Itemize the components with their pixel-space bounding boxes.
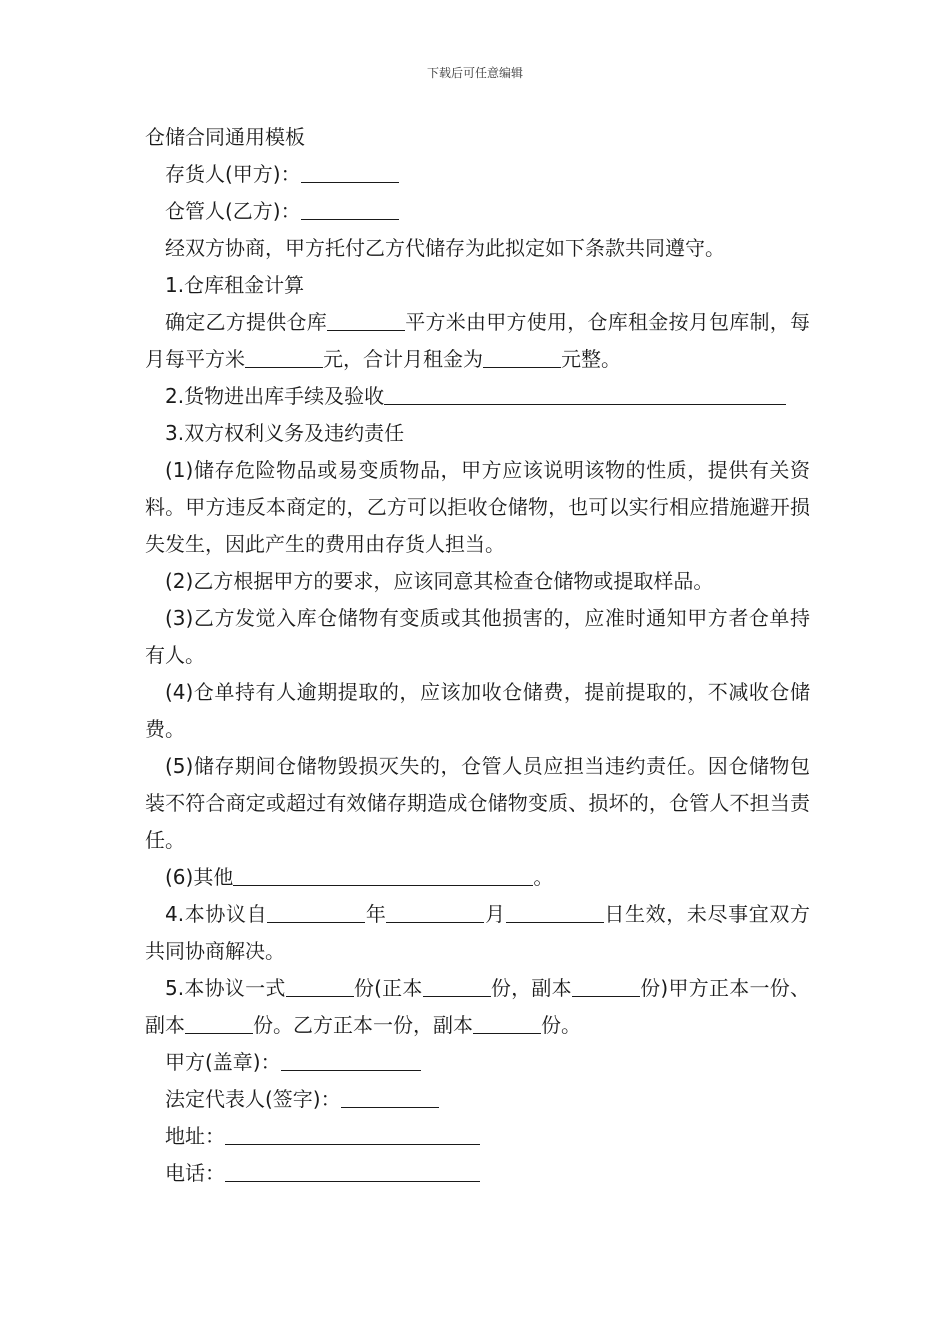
party-a-blank[interactable] bbox=[301, 162, 399, 183]
section-4: 4.本协议自 年 月 日生效，未尽事宜双方共同协商解决。 bbox=[145, 902, 811, 963]
originals-blank[interactable] bbox=[423, 976, 491, 997]
section-3-title: 3.双方权利义务及违约责任 bbox=[165, 421, 405, 445]
address-blank[interactable] bbox=[225, 1124, 480, 1145]
seal-line: 甲方(盖章)： bbox=[145, 1044, 810, 1081]
item-6: (6)其他 。 bbox=[165, 865, 554, 889]
section-1-body: 确定乙方提供仓库 平方米由甲方使用，仓库租金按月包库制，每月每平方米 元，合计月租金为 元整。 bbox=[145, 310, 810, 371]
area-blank[interactable] bbox=[327, 310, 405, 331]
monthly-rent-blank[interactable] bbox=[483, 347, 561, 368]
party-b-line: 仓管人(乙方)： bbox=[145, 193, 810, 230]
doc-title: 仓储合同通用模板 bbox=[145, 125, 305, 149]
item-4: (4)仓单持有人逾期提取的，应该加收仓储费，提前提取的，不减收仓储费。 bbox=[145, 680, 810, 741]
party-b-blank[interactable] bbox=[301, 199, 399, 220]
document-body bbox=[145, 118, 810, 1192]
item-5: (5)储存期间仓储物毁损灭失的，仓管人员应担当违约责任。因仓储物包装不符合商定或超过有效储存期造成仓储物变质、损坏的，仓管人不担当责任。 bbox=[145, 754, 810, 852]
party-a-duplicates-blank[interactable] bbox=[185, 1013, 253, 1034]
party-a-line: 存货人(甲方)： bbox=[145, 156, 810, 193]
header-note: 下载后可任意编辑 bbox=[426, 66, 523, 80]
section-5: 5.本协议一式 份(正本 份，副本 份)甲方正本一份、副本 份。乙方正本一份，副本 份。 bbox=[145, 976, 810, 1037]
phone-blank[interactable] bbox=[225, 1161, 480, 1182]
section-2-title: 2.货物进出库手续及验收 bbox=[145, 378, 810, 415]
section-1-title: 1.仓库租金计算 bbox=[165, 273, 305, 297]
address-line: 地址： bbox=[145, 1118, 810, 1155]
intro: 经双方协商，甲方托付乙方代储存为此拟定如下条款共同遵守。 bbox=[165, 236, 725, 260]
month-blank[interactable] bbox=[386, 902, 484, 923]
year-blank[interactable] bbox=[267, 902, 365, 923]
representative-blank[interactable] bbox=[341, 1087, 439, 1108]
copies-blank[interactable] bbox=[286, 976, 354, 997]
phone-line: 电话： bbox=[145, 1155, 810, 1192]
day-blank[interactable] bbox=[506, 902, 604, 923]
duplicates-blank[interactable] bbox=[572, 976, 640, 997]
item-3: (3)乙方发觉入库仓储物有变质或其他损害的，应准时通知甲方者仓单持有人。 bbox=[145, 606, 810, 667]
other-blank[interactable] bbox=[233, 865, 533, 886]
item-2: (2)乙方根据甲方的要求，应该同意其检查仓储物或提取样品。 bbox=[165, 569, 714, 593]
unit-price-blank[interactable] bbox=[245, 347, 323, 368]
representative-line: 法定代表人(签字)： bbox=[145, 1081, 810, 1118]
party-b-duplicates-blank[interactable] bbox=[473, 1013, 541, 1034]
item-1: (1)储存危险物品或易变质物品，甲方应该说明该物的性质，提供有关资料。甲方违反本商定的，乙方可以拒收仓储物，也可以实行相应措施避开损失发生，因此产生的费用由存货人担当。 bbox=[145, 458, 810, 556]
section-2-blank[interactable] bbox=[384, 384, 786, 405]
seal-blank[interactable] bbox=[281, 1050, 421, 1071]
